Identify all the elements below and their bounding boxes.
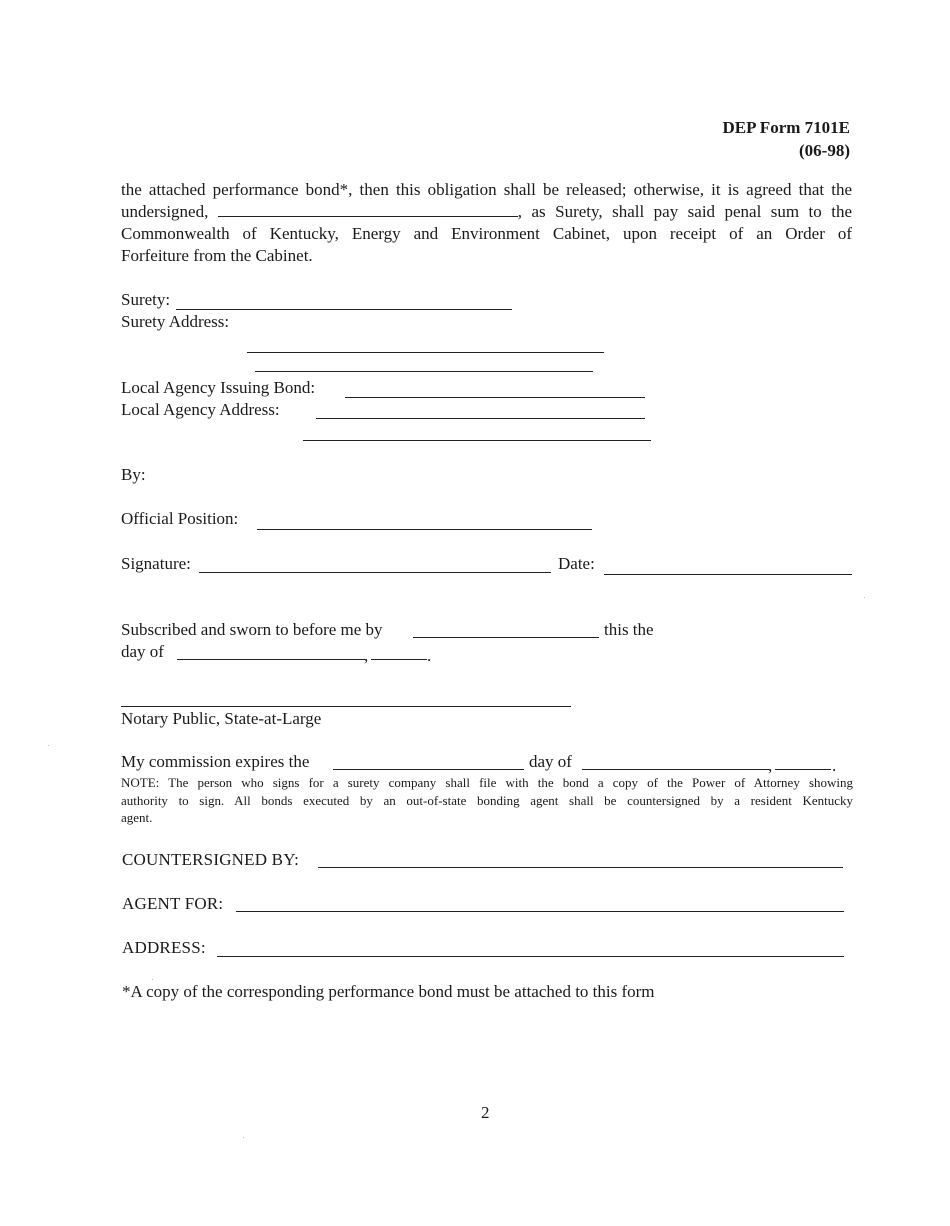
surety-address-label: Surety Address: bbox=[121, 312, 230, 331]
commission-month-field[interactable] bbox=[582, 769, 769, 770]
surety-address-line-2[interactable] bbox=[255, 371, 593, 372]
release-line-4: Forfeiture from the Cabinet. bbox=[121, 246, 313, 265]
commission-comma: , bbox=[768, 756, 773, 775]
sworn-comma: , bbox=[364, 646, 369, 665]
address-field[interactable] bbox=[217, 956, 844, 957]
sworn-period: . bbox=[427, 646, 432, 665]
surety-note bbox=[121, 774, 853, 827]
agent-for-field[interactable] bbox=[236, 911, 844, 912]
release-line-2 bbox=[121, 201, 852, 223]
sworn-day-field[interactable] bbox=[177, 659, 365, 660]
release-line-3: Commonwealth of Kentucky, Energy and Environment Cabinet, upon receipt of an Order of bbox=[121, 224, 852, 243]
date-field[interactable] bbox=[604, 574, 852, 575]
sworn-suffix: this the bbox=[604, 620, 654, 639]
scan-speck bbox=[152, 979, 153, 980]
note-line-1: NOTE: The person who signs for a surety company shall file with the bond a copy of the Power of Attorney showing bbox=[121, 775, 853, 790]
address-label: ADDRESS: bbox=[122, 938, 206, 957]
attachment-footnote: *A copy of the corresponding performance bond must be attached to this form bbox=[122, 982, 655, 1001]
surety-obligation-text: , as Surety, shall pay said penal sum to the bbox=[517, 202, 852, 221]
note-line-3: agent. bbox=[121, 810, 153, 825]
local-agency-address-line-2[interactable] bbox=[303, 440, 651, 441]
commission-period: . bbox=[832, 756, 837, 775]
date-label: Date: bbox=[558, 554, 595, 573]
undersigned-label: undersigned, bbox=[121, 202, 209, 221]
official-position-field[interactable] bbox=[257, 529, 592, 530]
agent-for-label: AGENT FOR: bbox=[122, 894, 224, 913]
scan-speck bbox=[48, 745, 49, 746]
countersigned-by-label: COUNTERSIGNED BY: bbox=[122, 850, 300, 869]
page-number: 2 bbox=[481, 1103, 490, 1122]
commission-day-of-label: day of bbox=[529, 752, 572, 771]
local-agency-issuing-field[interactable] bbox=[345, 397, 645, 398]
signature-field[interactable] bbox=[199, 572, 551, 573]
countersigned-by-field[interactable] bbox=[318, 867, 843, 868]
official-position-label: Official Position: bbox=[121, 509, 239, 528]
commission-prefix: My commission expires the bbox=[121, 752, 310, 771]
commission-day-field[interactable] bbox=[333, 769, 524, 770]
notary-signature-field[interactable] bbox=[121, 706, 571, 707]
undersigned-surety-blank[interactable] bbox=[218, 202, 518, 217]
local-agency-address-label: Local Agency Address: bbox=[121, 400, 280, 419]
scan-speck bbox=[243, 1137, 244, 1138]
local-agency-address-line-1[interactable] bbox=[316, 418, 645, 419]
sworn-by-field[interactable] bbox=[413, 637, 599, 638]
by-label: By: bbox=[121, 465, 146, 484]
surety-field[interactable] bbox=[176, 309, 512, 310]
form-id: DEP Form 7101E bbox=[722, 118, 850, 137]
local-agency-issuing-label: Local Agency Issuing Bond: bbox=[121, 378, 316, 397]
sworn-day-of-label: day of bbox=[121, 642, 164, 661]
surety-label: Surety: bbox=[121, 290, 171, 309]
release-line-1: the attached performance bond*, then this obligation shall be released; otherwise, it is agreed that the bbox=[121, 180, 852, 199]
commission-year-field[interactable] bbox=[775, 769, 831, 770]
note-line-2: authority to sign. All bonds executed by an out-of-state bonding agent shall be countersigned by a resident Kentucky bbox=[121, 792, 853, 808]
release-paragraph bbox=[121, 179, 852, 267]
form-revision-date: (06-98) bbox=[799, 141, 850, 160]
notary-public-label: Notary Public, State-at-Large bbox=[121, 709, 322, 728]
scan-speck bbox=[864, 597, 865, 598]
sworn-year-field[interactable] bbox=[371, 659, 427, 660]
signature-label: Signature: bbox=[121, 554, 191, 573]
surety-address-line-1[interactable] bbox=[247, 352, 604, 353]
sworn-prefix: Subscribed and sworn to before me by bbox=[121, 620, 383, 639]
